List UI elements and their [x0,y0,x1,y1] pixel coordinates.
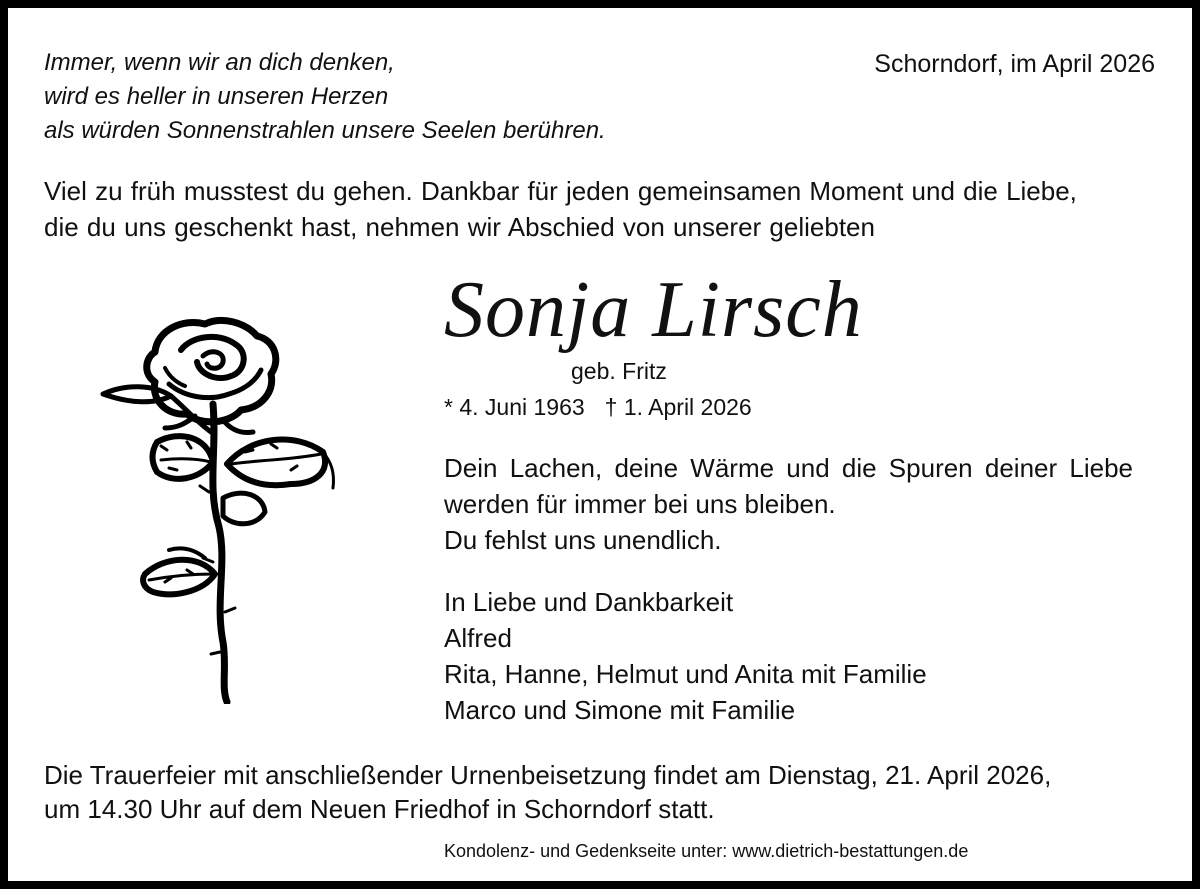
death-date: † 1. April 2026 [604,394,752,420]
signer-line: Rita, Hanne, Helmut und Anita mit Familie [444,659,927,689]
poem-line: als würden Sonnenstrahlen unsere Seelen berühren. [44,117,606,144]
signer-line: In Liebe und Dankbarkeit [444,587,734,617]
deceased-name: Sonja Lirsch [444,266,863,354]
intro-line: Viel zu früh musstest du gehen. Dankbar für jeden gemeinsamen Moment und die Liebe, [44,176,1077,206]
verse-line: Dein Lachen, deine Wärme und die Spuren deiner Liebe [444,453,1133,483]
poem-line: Immer, wenn wir an dich denken, [44,49,395,76]
place-date: Schorndorf, im April 2026 [874,50,1155,78]
condolence-link-text: Kondolenz- und Gedenkseite unter: www.dietrich-bestattungen.de [444,841,969,861]
poem-line: wird es heller in unseren Herzen [44,83,389,110]
memorial-verse [444,450,1156,558]
intro-line: die du uns geschenkt hast, nehmen wir Abschied von unserer geliebten [44,212,875,242]
rose-icon [95,312,340,704]
birth-date: * 4. Juni 1963 [444,394,585,420]
signers [444,584,927,728]
verse-line: werden für immer bei uns bleiben. [444,489,836,519]
maiden-name: geb. Fritz [571,358,667,384]
signer-line: Marco und Simone mit Familie [444,695,796,725]
funeral-line: Die Trauerfeier mit anschließender Urnenbeisetzung findet am Dienstag, 21. April 2026, [44,760,1052,790]
verse-line: Du fehlst uns unendlich. [444,525,722,555]
life-dates [444,391,752,423]
funeral-line: um 14.30 Uhr auf dem Neuen Friedhof in Schorndorf statt. [44,794,715,824]
signer-line: Alfred [444,623,512,653]
funeral-info [44,758,1051,826]
intro-text [44,173,1156,245]
poem [44,46,606,148]
